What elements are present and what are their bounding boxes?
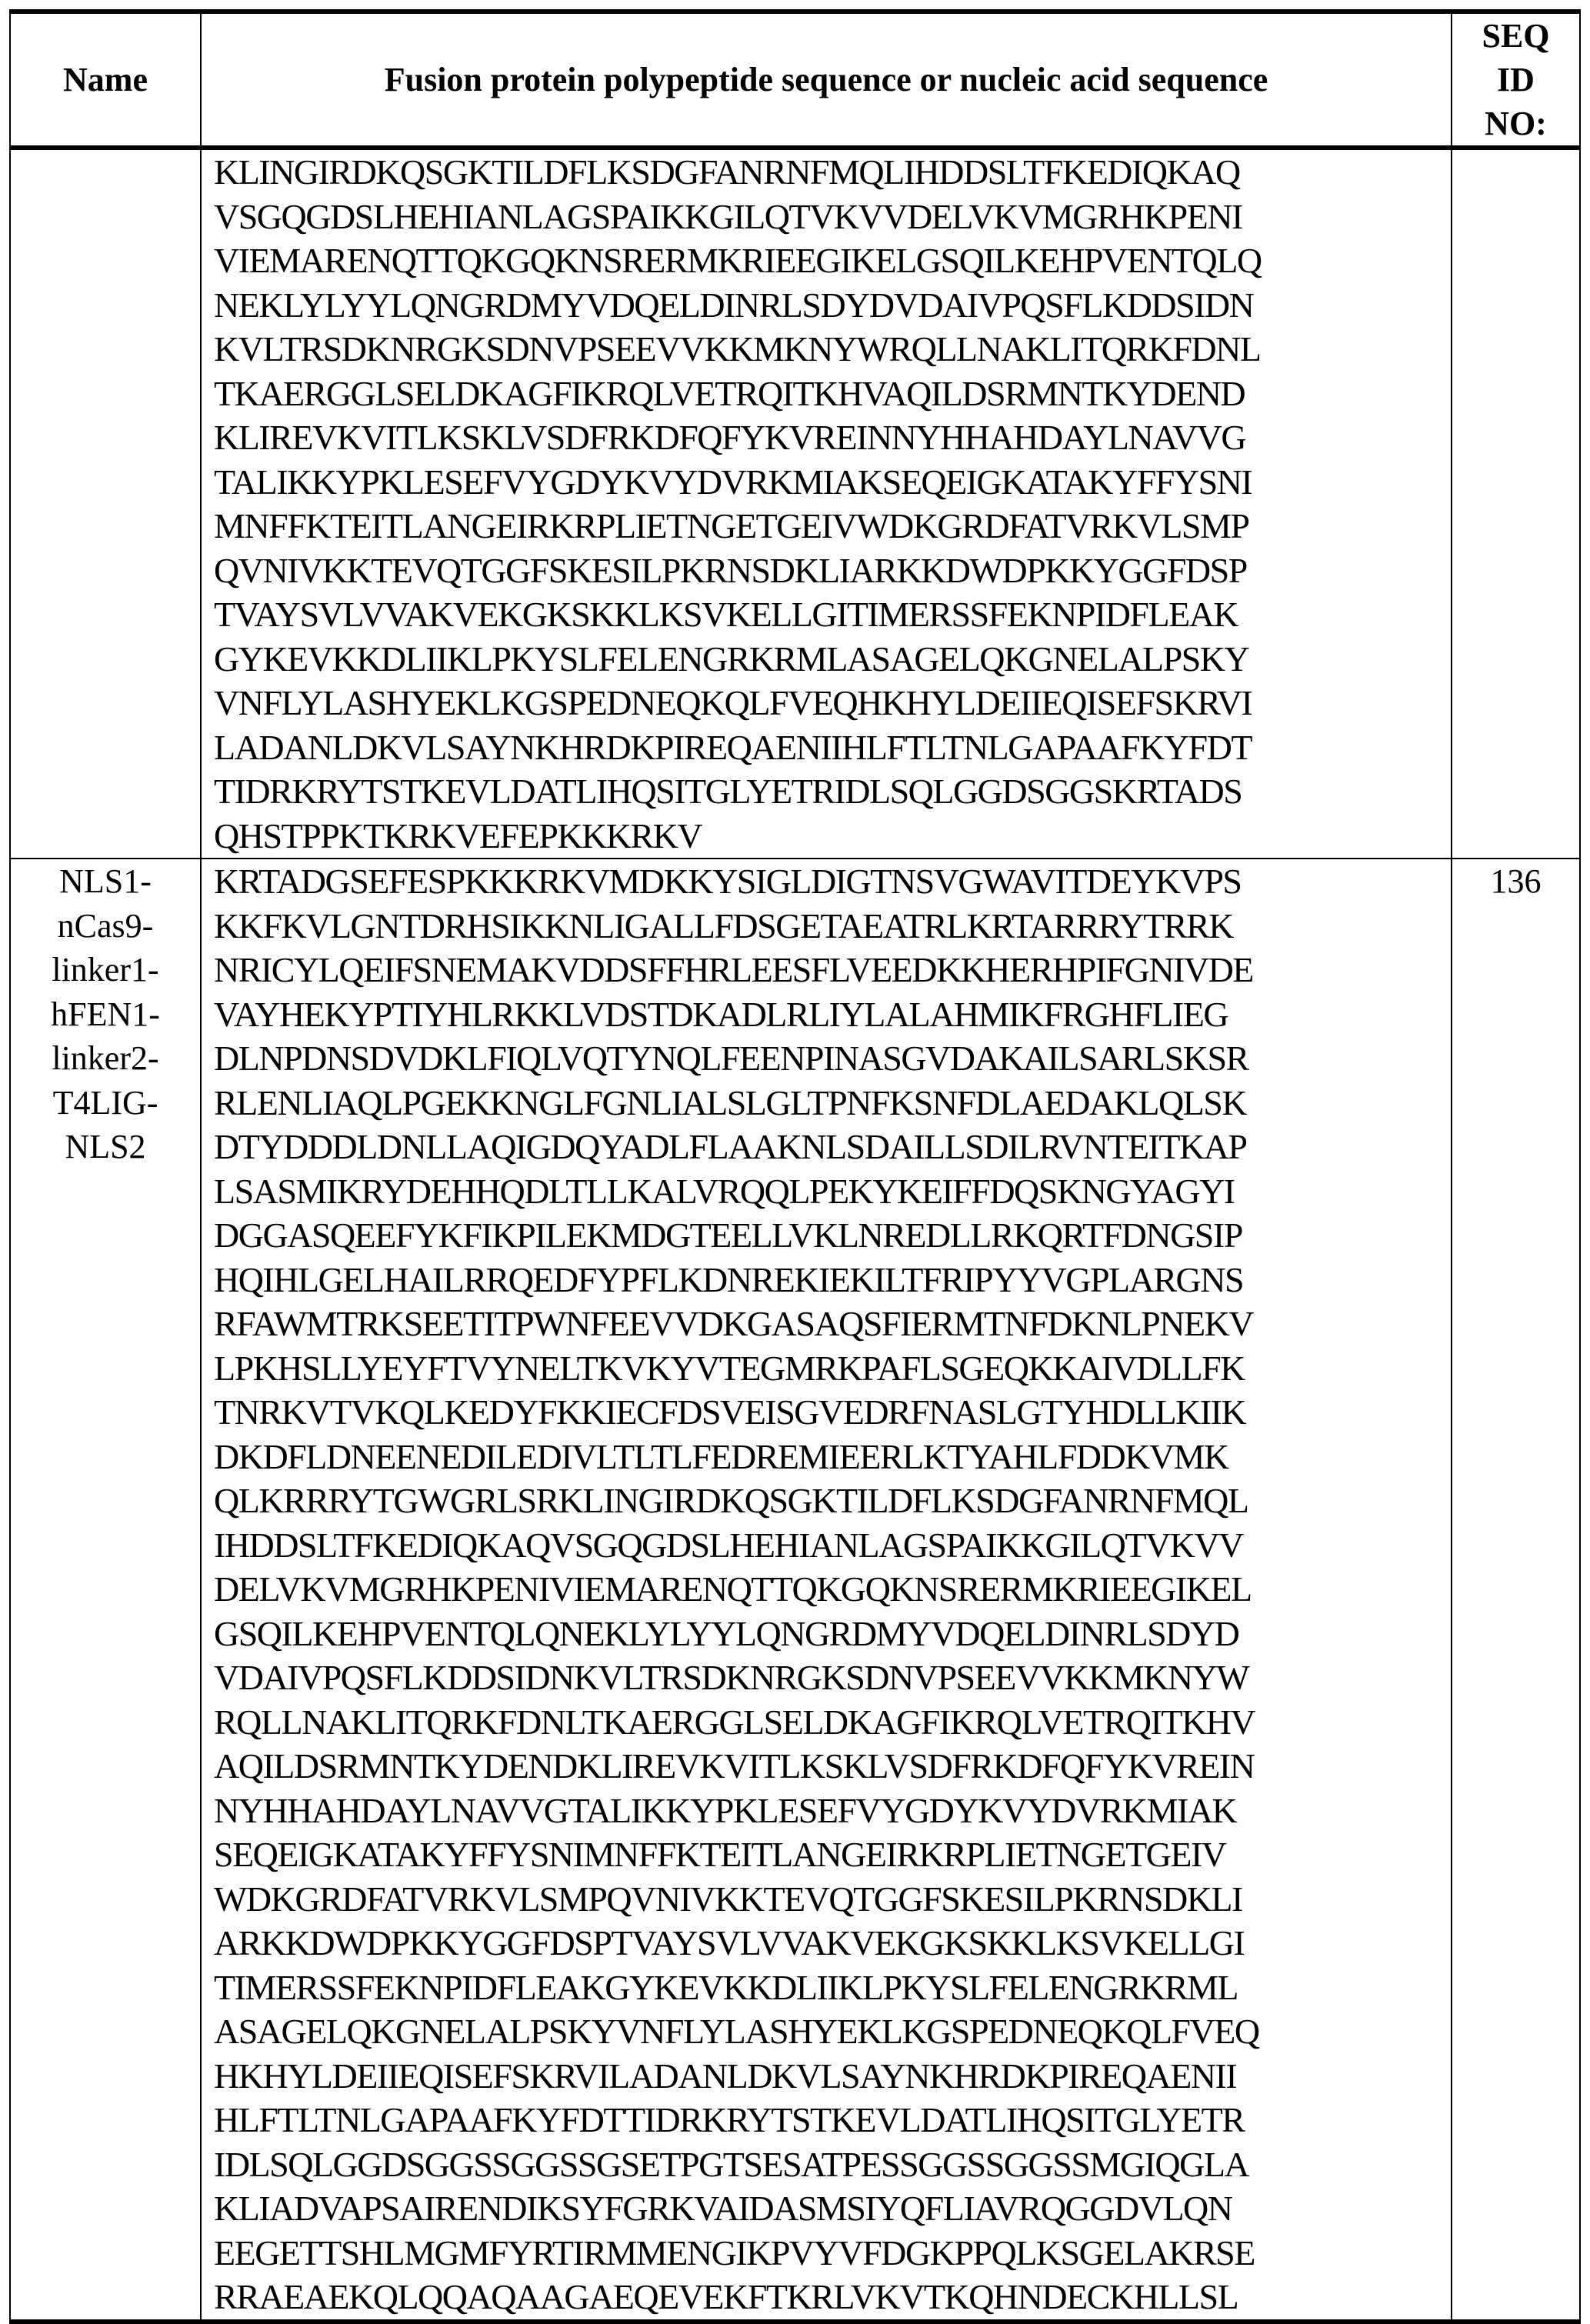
sequence-line: TNRKVTVKQLKEDYFKKIECFDSVEISGVEDRFNASLGTYHDLLKIIK <box>214 1390 1451 1435</box>
sequence-line: SEQEIGKATAKYFFYSNIMNFFKTEITLANGEIRKRPLIETNGETGEIV <box>214 1832 1451 1877</box>
sequence-line: DLNPDNSDVDKLFIQLVQTYNQLFEENPINASGVDAKAILSARLSKSR <box>214 1036 1451 1081</box>
sequence-line: KLIADVAPSAIRENDIKSYFGRKVAIDASMSIYQFLIAVRQGGDVLQN <box>214 2186 1451 2231</box>
sequence-line: VDAIVPQSFLKDDSIDNKVLTRSDKNRGKSDNVPSEEVVKKMKNYW <box>214 1655 1451 1700</box>
sequence-line: KKFKVLGNTDRHSIKKNLIGALLFDSGETAEATRLKRTARRRYTRRK <box>214 904 1451 949</box>
sequence-line: KVLTRSDKNRGKSDNVPSEEVVKKMKNYWRQLLNAKLITQRKFDNL <box>214 327 1451 372</box>
sequence-line: QVNIVKKTEVQTGGFSKESILPKRNSDKLIARKKDWDPKKYGGFDSP <box>214 548 1451 593</box>
sequence-line: TIDRKRYTSTKEVLDATLIHQSITGLYETRIDLSQLGGDSGGSKRTADS <box>214 769 1451 814</box>
sequence-line: LPKHSLLYEYFTVYNELTKVKYVTEGMRKPAFLSGEQKKAIVDLLFK <box>214 1346 1451 1391</box>
sequence-line: ASAGELQKGNELALPSKYVNFLYLASHYEKLKGSPEDNEQKQLFVEQ <box>214 2009 1451 2054</box>
table-row <box>10 859 1580 2322</box>
sequence-line: VAYHEKYPTIYHLRKKLVDSTDKADLRLIYLALAHMIKFRGHFLIEG <box>214 992 1451 1037</box>
sequence-line: DKDFLDNEENEDILEDIVLTLTLFEDREMIEERLKTYAHLFDDKVMK <box>214 1435 1451 1479</box>
sequence-line: VNFLYLASHYEKLKGSPEDNEQKQLFVEQHKHYLDEIIEQISEFSKRVI <box>214 681 1451 725</box>
sequence-line: LADANLDKVLSAYNKHRDKPIREQAENIIHLFTLTNLGAPAAFKYFDT <box>214 725 1451 770</box>
sequence-line: ARKKDWDPKKYGGFDSPTVAYSVLVVAKVEKGKSKKLKSVKELLGI <box>214 1921 1451 1966</box>
sequence-line: GSQILKEHPVENTQLQNEKLYLYYLQNGRDMYVDQELDINRLSDYD <box>214 1612 1451 1656</box>
sequence-line: DGGASQEEFYKFIKPILEKMDGTEELLVKLNREDLLRKQRTFDNGSIP <box>214 1213 1451 1258</box>
sequence-line: VIEMARENQTTQKGQKNSRERMKRIEEGIKELGSQILKEHPVENTQLQ <box>214 238 1451 283</box>
sequence-line: KLINGIRDKQSGKTILDFLKSDGFANRNFMQLIHDDSLTFKEDIQKAQ <box>214 150 1451 195</box>
sequence-line: TIMERSSFEKNPIDFLEAKGYKEVKKDLIIKLPKYSLFELENGRKRML <box>214 1966 1451 2010</box>
row-name-line: hFEN1- <box>11 992 200 1037</box>
sequence-line: RLENLIAQLPGEKKNGLFGNLIALSLGLTPNFKSNFDLAEDAKLQLSK <box>214 1081 1451 1125</box>
sequence-line: NEKLYLYYLQNGRDMYVDQELDINRLSDYDVDAIVPQSFLKDDSIDN <box>214 283 1451 328</box>
header-seq-id <box>1452 12 1580 148</box>
sequence-line: AQILDSRMNTKYDENDKLIREVKVITLKSKLVSDFRKDFQFYKVREIN <box>214 1744 1451 1789</box>
sequence-line: RQLLNAKLITQRKFDNLTKAERGGLSELDKAGFIKRQLVETRQITKHV <box>214 1700 1451 1745</box>
sequence-line: DTYDDDLDNLLAQIGDQYADLFLAAKNLSDAILLSDILRVNTEITKAP <box>214 1125 1451 1169</box>
header-name: Name <box>10 12 201 148</box>
row-name-line: NLS1- <box>11 859 200 904</box>
sequence-line: KLIREVKVITLKSKLVSDFRKDFQFYKVREINNYHHAHDAYLNAVVG <box>214 415 1451 460</box>
header-seq-id-line: NO: <box>1452 102 1579 145</box>
sequence-line: HQIHLGELHAILRRQEDFYPFLKDNREKIEKILTFRIPYYVGPLARGNS <box>214 1258 1451 1302</box>
sequence-line: HLFTLTNLGAPAAFKYFDTTIDRKRYTSTKEVLDATLIHQSITGLYETR <box>214 2098 1451 2142</box>
sequence-line: KRTADGSEFESPKKKRKVMDKKYSIGLDIGTNSVGWAVITDEYKVPS <box>214 859 1451 904</box>
header-seq-id-line: SEQ <box>1452 14 1579 58</box>
sequence-line: EEGETTSHLMGMFYRTIRMMENGIKPVYVFDGKPPQLKSGELAKRSE <box>214 2231 1451 2276</box>
sequence-line: IHDDSLTFKEDIQKAQVSGQGDSLHEHIANLAGSPAIKKGILQTVKVV <box>214 1523 1451 1568</box>
row-name-line: linker1- <box>11 948 200 992</box>
sequence-line: NYHHAHDAYLNAVVGTALIKKYPKLESEFVYGDYKVYDVRKMIAK <box>214 1789 1451 1833</box>
row-seq-id <box>1452 148 1580 859</box>
sequence-line: NRICYLQEIFSNEMAKVDDSFFHRLEESFLVEEDKKHERHPIFGNIVDE <box>214 948 1451 992</box>
sequence-table <box>9 9 1581 2324</box>
sequence-line: GYKEVKKDLIIKLPKYSLFELENGRKRMLASAGELQKGNELALPSKY <box>214 637 1451 682</box>
sequence-line: RFAWMTRKSEETITPWNFEEVVDKGASAQSFIERMTNFDKNLPNEKV <box>214 1302 1451 1346</box>
row-name-line: linker2- <box>11 1036 200 1081</box>
table-header-row <box>10 12 1580 148</box>
sequence-line: HKHYLDEIIEQISEFSKRVILADANLDKVLSAYNKHRDKPIREQAENII <box>214 2054 1451 2099</box>
header-sequence: Fusion protein polypeptide sequence or nucleic acid sequence <box>201 12 1452 148</box>
sequence-line: IDLSQLGGDSGGSSGGSSGSETPGTSESATPESSGGSSGGSSMGIQGLA <box>214 2142 1451 2187</box>
sequence-line: TALIKKYPKLESEFVYGDYKVYDVRKMIAKSEQEIGKATAKYFFYSNI <box>214 460 1451 505</box>
table-row <box>10 148 1580 859</box>
sequence-line: LSASMIKRYDEHHQDLTLLKALVRQQLPEKYKEIFFDQSKNGYAGYI <box>214 1169 1451 1214</box>
row-name-line: nCas9- <box>11 904 200 949</box>
sequence-line: WDKGRDFATVRKVLSMPQVNIVKKTEVQTGGFSKESILPKRNSDKLI <box>214 1877 1451 1922</box>
row-name <box>10 148 201 859</box>
sequence-line: QLKRRRYTGWGRLSRKLINGIRDKQSGKTILDFLKSDGFANRNFMQL <box>214 1479 1451 1523</box>
header-seq-id-line: ID <box>1452 58 1579 102</box>
row-name-line: NLS2 <box>11 1125 200 1169</box>
sequence-line: DELVKVMGRHKPENIVIEMARENQTTQKGQKNSRERMKRIEEGIKEL <box>214 1567 1451 1612</box>
sequence-line: QHSTPPKTKRKVEFEPKKKRKV <box>214 814 1451 859</box>
sequence-line: RRAEAEKQLQQAQAAGAEQEVEKFTKRLVKVTKQHNDECKHLLSL <box>214 2275 1451 2319</box>
row-seq-id: 136 <box>1452 859 1580 2322</box>
row-sequence <box>201 859 1452 2322</box>
row-sequence <box>201 148 1452 859</box>
row-name <box>10 859 201 2322</box>
sequence-line: TKAERGGLSELDKAGFIKRQLVETRQITKHVAQILDSRMNTKYDEND <box>214 372 1451 416</box>
sequence-line: VSGQGDSLHEHIANLAGSPAIKKGILQTVKVVDELVKVMGRHKPENI <box>214 195 1451 239</box>
row-name-line: T4LIG- <box>11 1081 200 1125</box>
sequence-line: TVAYSVLVVAKVEKGKSKKLKSVKELLGITIMERSSFEKNPIDFLEAK <box>214 592 1451 637</box>
sequence-line: MNFFKTEITLANGEIRKRPLIETNGETGEIVWDKGRDFATVRKVLSMP <box>214 504 1451 548</box>
